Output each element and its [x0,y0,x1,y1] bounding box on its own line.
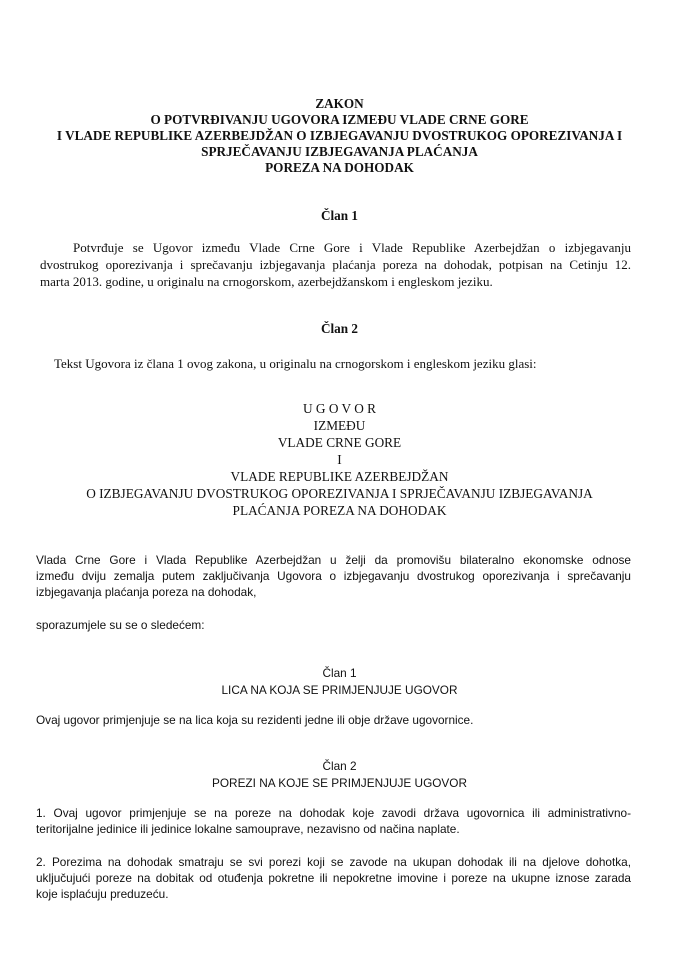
article-number: Član 1 [322,666,357,680]
text-line: Tekst Ugovora iz člana 1 ovog zakona, u originalu na crnogorskom i engleskom jeziku glasi: [54,356,537,371]
agreement-article-2-paragraph-1 [36,805,631,837]
preamble-agreed: sporazumjele su se o sledećem: [36,618,205,632]
text-line: marta 2013. godine, u originalu na crnogorskom, azerbejdžanskom i engleskom jeziku. [40,274,493,289]
agreement-title-line: PLAĆANJA POREZA NA DOHODAK [232,503,447,518]
text-line: izbjegavanja plaćanja poreza na dohodak, [36,585,257,599]
agreement-article-2-paragraph-2 [36,854,631,902]
law-article-2-text [54,355,631,372]
law-article-1-text [40,239,631,290]
text-line: 1. Ovaj ugovor primjenjuje se na poreze na dohodak koje zavodi država ugovornica ili administrativno- [36,806,631,820]
agreement-title-line: U G O V O R [302,401,377,416]
article-number: Član 2 [322,759,357,773]
law-title-line: ZAKON [315,96,364,111]
text-line: 2. Porezima na dohodak smatraju se svi porezi koji se zavode na ukupan dohodak ili na djelove dohotka, [36,855,631,869]
law-title-line: O POTVRĐIVANJU UGOVORA IZMEĐU VLADE CRNE GORE [150,112,529,127]
text-line: dvostrukog oporezivanja i sprečavanju izbjegavanja plaćanja poreza na dohodak, potpisan na Cetinju 12. [40,257,631,272]
agreement-title-line: O IZBJEGAVANJU DVOSTRUKOG OPOREZIVANJA I SPRJEČAVANJU IZBJEGAVANJA [86,486,593,501]
agreement-title-line: VLADE REPUBLIKE AZERBEJDŽAN [230,469,449,484]
agreement-title-line: I [337,452,342,467]
law-title-line: I VLADE REPUBLIKE AZERBEJDŽAN O IZBJEGAVANJU DVOSTRUKOG OPOREZIVANJA I [56,128,623,143]
law-article-2-heading: Član 2 [320,321,358,336]
article-title: POREZI NA KOJE SE PRIMJENJUJE UGOVOR [212,776,467,790]
agreement-article-1-heading [30,665,649,699]
text-line: Vlada Crne Gore i Vlada Republike Azerbejdžan u želji da promovišu bilateralno ekonomske odnose [36,553,631,567]
agreement-article-2-heading [30,758,649,792]
preamble [36,552,631,600]
text-line: koje isplaćuju preduzeću. [36,887,169,901]
text-line: Potvrđuje se Ugovor između Vlade Crne Gore i Vlade Republike Azerbejdžan o izbjegavanju [73,240,631,255]
law-title-line: POREZA NA DOHODAK [265,160,414,175]
law-title-line: SPRJEČAVANJU IZBJEGAVANJA PLAĆANJA [201,144,478,159]
text-line: teritorijalne jedinice ili jedinice lokalne samouprave, nezavisno od načina naplate. [36,822,460,836]
text-line: između dviju zemalja putem zaključivanja Ugovora o izbjegavanju dvostrukog oporezivanja i sprečavanju [36,569,631,583]
law-title [30,96,649,176]
law-article-1-heading: Član 1 [320,208,358,223]
agreement-article-1-text [36,712,631,728]
article-title: LICA NA KOJA SE PRIMJENJUJE UGOVOR [221,683,458,697]
text-line: uključujući poreze na dobitak od otuđenja pokretne ili nepokretne imovine i poreze na ukupne iznose zarada [36,871,631,885]
agreement-title-line: VLADE CRNE GORE [277,435,402,450]
agreement-title [30,400,649,519]
text-line: Ovaj ugovor primjenjuje se na lica koja su rezidenti jedne ili obje države ugovornice. [36,713,474,727]
agreement-title-line: IZMEĐU [313,418,366,433]
